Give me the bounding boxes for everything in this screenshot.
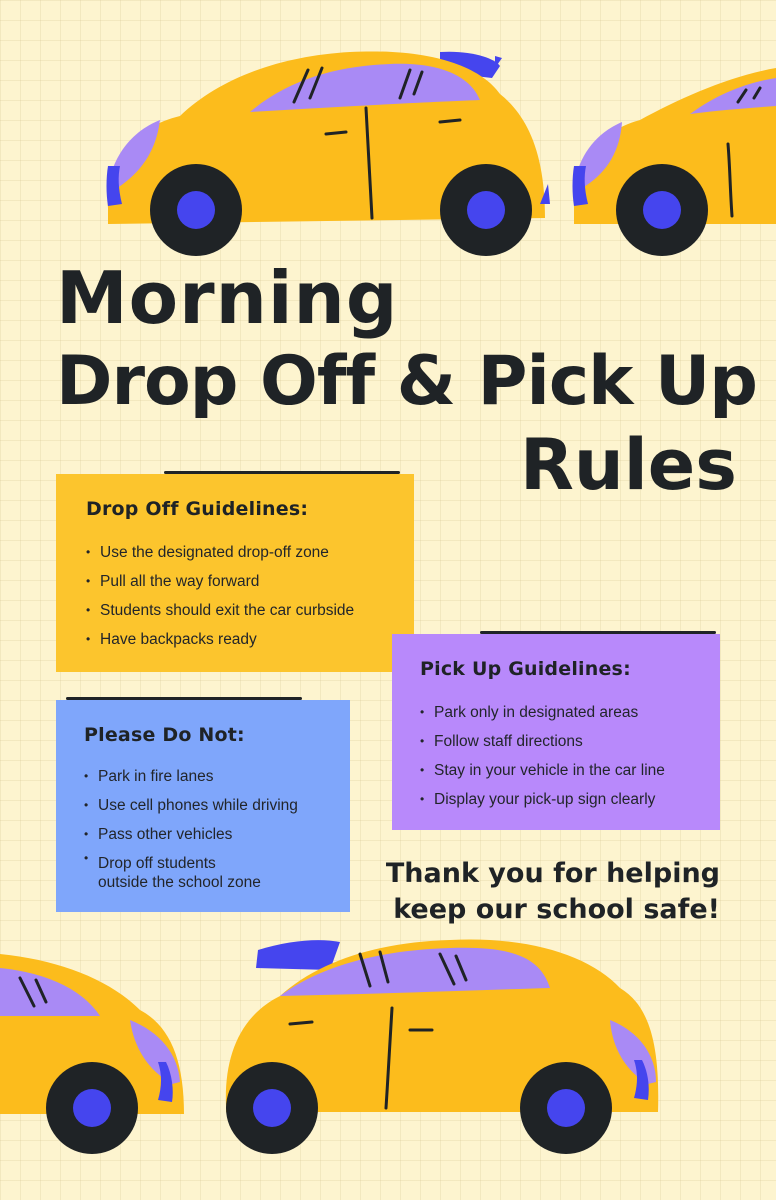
donot-heading: Please Do Not:: [84, 724, 245, 746]
title-line-2: Drop Off & Pick Up: [56, 342, 757, 421]
list-item: • Pull all the way forward: [86, 567, 388, 596]
list-item: • Park in fire lanes: [84, 762, 328, 791]
list-item: • Use cell phones while driving: [84, 791, 328, 820]
car-illustration-top-left: [100, 48, 560, 260]
thank-you-message: [380, 856, 720, 928]
card-accent-bar: [480, 631, 716, 634]
thank-you-line-2: keep our school safe!: [393, 894, 720, 925]
card-accent-bar: [66, 697, 302, 700]
title-line-3: Rules: [520, 424, 737, 506]
please-do-not-card: [56, 700, 350, 912]
list-item: • Follow staff directions: [420, 727, 698, 756]
pickup-list: [420, 698, 698, 814]
title-line-1: Morning: [56, 256, 399, 340]
list-item: • Park only in designated areas: [420, 698, 698, 727]
dropoff-guidelines-card: [56, 474, 414, 672]
pickup-guidelines-card: [392, 634, 720, 830]
dropoff-heading: Drop Off Guidelines:: [86, 498, 309, 520]
donot-list: [84, 762, 328, 897]
dropoff-list: [86, 538, 388, 654]
car-illustration-bottom-center: [210, 936, 670, 1156]
list-item: • Students should exit the car curbside: [86, 596, 388, 625]
list-item-line-2: outside the school zone: [98, 874, 261, 891]
list-item: • Display your pick-up sign clearly: [420, 785, 698, 814]
card-accent-bar: [164, 471, 400, 474]
car-illustration-top-right: [570, 48, 776, 260]
pickup-heading: Pick Up Guidelines:: [420, 658, 631, 680]
list-item-line-1: Drop off students: [98, 855, 216, 872]
list-item: [84, 849, 328, 897]
car-illustration-bottom-left: [0, 950, 200, 1156]
list-item: • Use the designated drop-off zone: [86, 538, 388, 567]
thank-you-line-1: Thank you for helping: [385, 858, 720, 889]
page-title: [56, 256, 757, 506]
list-item: • Have backpacks ready: [86, 625, 388, 654]
list-item: • Pass other vehicles: [84, 820, 328, 849]
list-item: • Stay in your vehicle in the car line: [420, 756, 698, 785]
